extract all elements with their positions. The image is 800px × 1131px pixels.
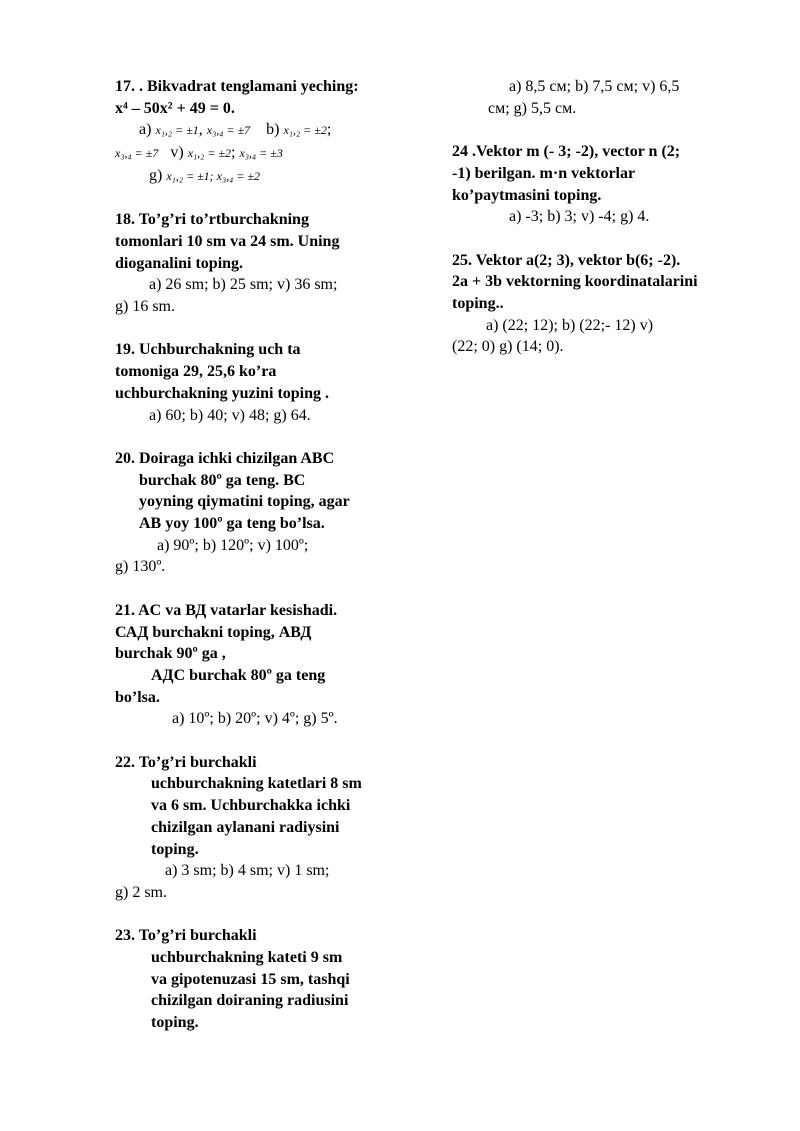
q21-answers: a) 10º; b) 20º; v) 4º; g) 5º. — [172, 710, 338, 728]
q22-line5: toping. — [151, 840, 199, 858]
q22-answers-2: g) 2 sm. — [115, 883, 167, 901]
q25-line2: 2a + 3b vektorning koordinatalarini — [452, 273, 698, 291]
q25-line1: 25. Vektor a(2; 3), vektor b(6; -2). — [452, 251, 681, 269]
q21-line4: АДС burchak 80º ga teng — [151, 666, 326, 684]
q23-line2: uchburchakning kateti 9 sm — [151, 949, 343, 967]
q18-answers-2: g) 16 sm. — [115, 298, 175, 316]
q17-opt-g-label: g) — [149, 166, 163, 184]
q20-answers-2: g) 130º. — [115, 558, 166, 576]
question-18 — [115, 209, 415, 318]
question-23 — [115, 925, 415, 1034]
q22-line1: 22. To’g’ri burchakli — [115, 753, 257, 771]
q22-line3: va 6 sm. Uchburchakka ichki — [151, 797, 351, 815]
q24-line1: 24 .Vektor m (- 3; -2), vector n (2; — [452, 143, 681, 161]
q20-line3: yoyning qiymatini toping, agar — [139, 493, 350, 511]
q17-title: 17. . Bikvadrat tenglamani yeching: — [115, 78, 359, 95]
question-20 — [115, 448, 415, 578]
question-23-answers — [452, 76, 752, 119]
q17-opt-a-f1: x₁,₂ = ±1 — [155, 123, 199, 138]
q24-line2: -1) berilgan. m·n vektorlar — [452, 164, 636, 182]
q17-opt-a-label: a) — [139, 121, 152, 139]
q17-options-ab: a) x₁,₂ = ±1, x₃,₄ = ±7 b) x₁,₂ = ±2; — [139, 121, 332, 139]
question-24 — [452, 141, 752, 228]
q24-answers: a) -3; b) 3; v) -4; g) 4. — [509, 208, 650, 226]
q19-line1: 19. Uchburchakning uch ta — [115, 341, 301, 359]
q18-line2: tomonlari 10 sm va 24 sm. Uning — [115, 232, 340, 250]
q21-line3: burchak 90º ga , — [115, 645, 226, 663]
q17-equation: x⁴ – 50x² + 49 = 0. — [115, 99, 235, 117]
question-21 — [115, 600, 415, 730]
q20-line1: 20. Doiraga ichki chizilgan ABC — [115, 449, 335, 467]
question-17 — [115, 76, 415, 188]
q19-answers: a) 60; b) 40; v) 48; g) 64. — [149, 406, 311, 424]
q17-opt-a-f2: x₃,₄ = ±7 — [206, 123, 251, 138]
q25-answers-1: a) (22; 12); b) (22;- 12) v) — [486, 316, 654, 334]
q19-line3: uchburchakning yuzini toping . — [115, 384, 330, 402]
q17-opt-b-f1: x₁,₂ = ±2 — [283, 123, 327, 138]
q23-line4: chizilgan doiraning radiusini — [151, 992, 349, 1010]
q18-answers-1: a) 26 sm; b) 25 sm; v) 36 sm; — [149, 276, 338, 294]
q21-line5: bo’lsa. — [115, 688, 160, 706]
q17-options-bv: x₃,₄ = ±7 v) x₁,₂ = ±2; x₃,₄ = ±3 — [115, 144, 283, 162]
q17-opt-v-label: v) — [170, 144, 184, 162]
q25-line3: toping.. — [452, 295, 504, 312]
q20-line4: AB yoy 100º ga teng bo’lsa. — [139, 515, 325, 533]
q21-line1: 21. AC va ВД vatarlar kesishadi. — [115, 601, 338, 619]
q23-answers-1: a) 8,5 см; b) 7,5 см; v) 6,5 — [509, 78, 680, 95]
q17-option-g — [115, 165, 415, 188]
q17-opt-v-f2: x₃,₄ = ±3 — [239, 146, 283, 161]
q19-line2: tomoniga 29, 25,6 ko’ra — [115, 363, 277, 381]
q18-line1: 18. To’g’ri to’rtburchakning — [115, 211, 309, 229]
q25-answers-2: (22; 0) g) (14; 0). — [452, 338, 564, 356]
q17-opt-b-f2: x₃,₄ = ±7 — [115, 146, 159, 161]
left-column — [115, 76, 415, 1056]
q17-opt-v-f1: x₁,₂ = ±2 — [187, 146, 232, 161]
q23-line5: toping. — [151, 1014, 199, 1032]
q20-answers-1: a) 90º; b) 120º; v) 100º; — [157, 536, 309, 554]
right-column — [452, 76, 752, 380]
q21-line2: САД burchakni toping, АВД — [115, 623, 312, 641]
q17-opt-g-f1: x₁,₂ = ±1; x₃,₄ = ±2 — [166, 168, 261, 183]
q17-opt-b-label: b) — [266, 121, 280, 139]
q22-line2: uchburchakning katetlari 8 sm — [151, 775, 362, 793]
q20-line2: burchak 80º ga teng. BC — [139, 471, 306, 489]
q22-answers-1: a) 3 sm; b) 4 sm; v) 1 sm; — [165, 862, 330, 880]
q23-answers-2: см; g) 5,5 см. — [488, 99, 577, 117]
q23-line1: 23. To’g’ri burchakli — [115, 927, 257, 945]
question-25 — [452, 250, 752, 359]
question-22 — [115, 752, 415, 904]
q22-line4: chizilgan aylanani radiysini — [151, 818, 340, 836]
q23-line3: va gipotenuzasi 15 sm, tashqi — [151, 970, 350, 988]
question-19 — [115, 339, 415, 426]
q18-line3: dioganalini toping. — [115, 254, 244, 272]
q24-line3: ko’paytmasini toping. — [452, 186, 602, 204]
